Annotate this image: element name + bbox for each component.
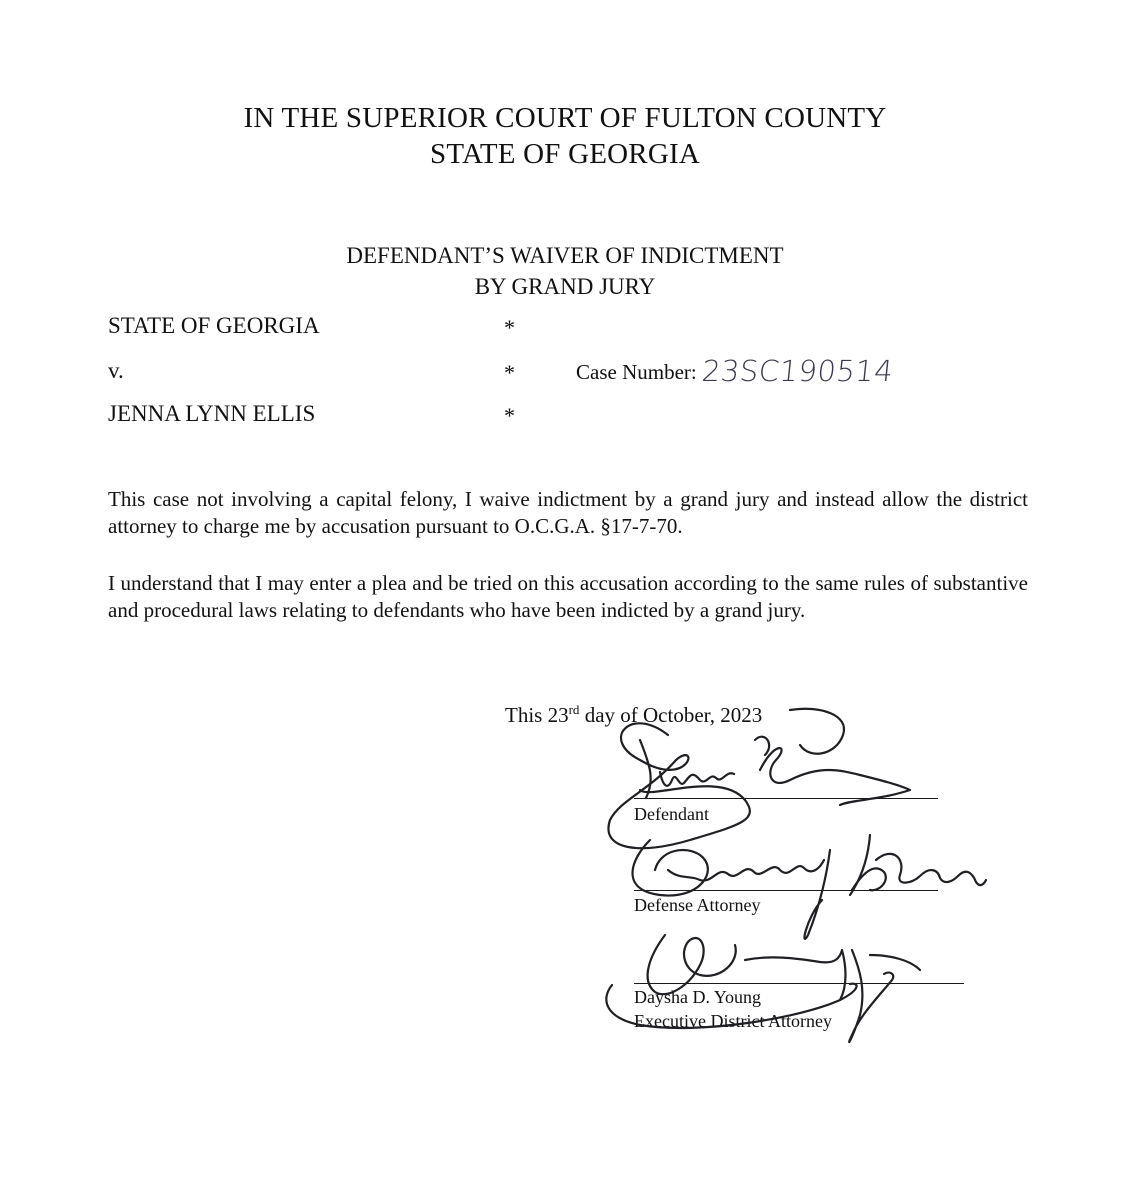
caption-defendant: JENNA LYNN ELLIS bbox=[108, 401, 316, 426]
caption-plaintiff: STATE OF GEORGIA bbox=[108, 313, 320, 338]
caption-separator: * bbox=[504, 315, 515, 340]
case-number-label: Case Number: bbox=[576, 360, 697, 384]
date-ordinal: rd bbox=[568, 702, 580, 717]
caption-separator: * bbox=[504, 403, 515, 428]
defendant-signature bbox=[608, 709, 910, 848]
case-number-value: 23SC190514 bbox=[700, 354, 896, 388]
prosecutor-title: Executive District Attorney bbox=[634, 1011, 832, 1031]
signing-date bbox=[505, 702, 762, 728]
document-title-line2: BY GRAND JURY bbox=[474, 274, 656, 299]
document-title-line1: DEFENDANT’S WAIVER OF INDICTMENT bbox=[346, 243, 784, 268]
defense-attorney-signature bbox=[633, 835, 987, 939]
defense-attorney-signature-line bbox=[634, 890, 938, 891]
date-prefix: This 23 bbox=[505, 703, 569, 727]
understanding-paragraph: I understand that I may enter a plea and be tried on this accusation according to the same rules of substantive and procedural laws relating to defendants who have been indicted by a grand jury. bbox=[108, 571, 1028, 622]
defendant-signature-line bbox=[634, 798, 938, 799]
waiver-paragraph: This case not involving a capital felony, I waive indictment by a grand jury and instead allow the district attorney to charge me by accusation pursuant to O.C.G.A. §17-7-70. bbox=[108, 487, 1028, 538]
caption-separator: * bbox=[504, 360, 515, 385]
document-title bbox=[0, 240, 1130, 302]
court-state: STATE OF GEORGIA bbox=[430, 138, 700, 170]
court-name: IN THE SUPERIOR COURT OF FULTON COUNTY bbox=[243, 102, 887, 134]
prosecutor-name: Daysha D. Young bbox=[634, 987, 762, 1007]
prosecutor-signature-line bbox=[634, 983, 964, 984]
defense-attorney-label: Defense Attorney bbox=[634, 895, 761, 915]
court-heading bbox=[0, 100, 1130, 172]
caption-versus: v. bbox=[108, 358, 124, 383]
defendant-label: Defendant bbox=[634, 804, 709, 824]
date-rest: day of October, 2023 bbox=[579, 703, 763, 727]
